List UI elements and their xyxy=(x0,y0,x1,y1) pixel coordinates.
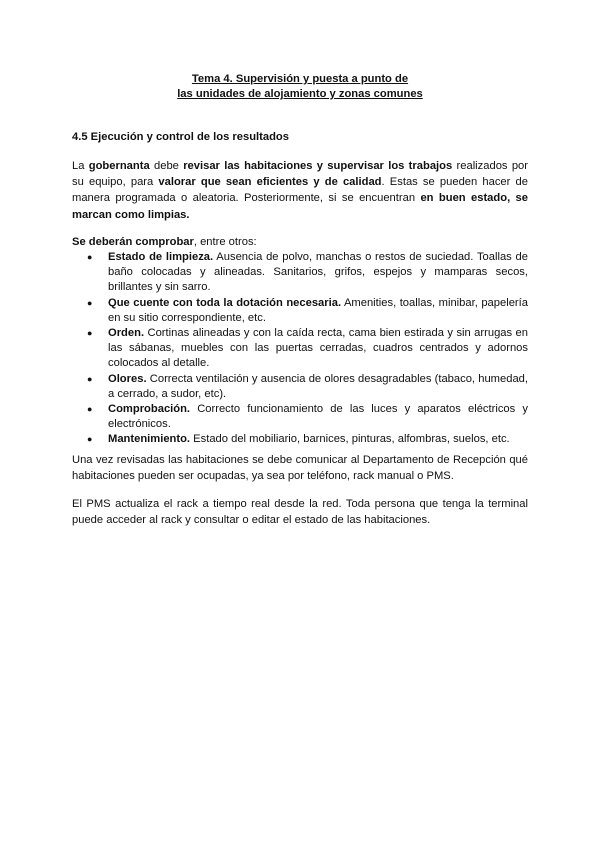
list-item xyxy=(72,372,528,402)
item-label: Que cuente con toda la dotación necesaria. xyxy=(108,296,342,309)
item-text: Cortinas alineadas y con la caída recta, cama bien estirada y sin arrugas en las sábanas, muebles con las puertas cerradas, cuadros centrados y adornos colocados al detalle. xyxy=(108,327,528,370)
list-item xyxy=(72,296,528,326)
item-label: Comprobación. xyxy=(108,403,191,416)
paragraph-pms: El PMS actualiza el rack a tiempo real desde la red. Toda persona que tenga la terminal puede acceder al rack y consultar o editar el estado de las habitaciones. xyxy=(72,498,528,527)
text-run: . Estas se pueden hacer de manera programada o aleatoria. Posteriormente, si se encuentran xyxy=(72,176,528,205)
item-label: Mantenimiento. xyxy=(108,433,191,446)
bullet-icon: ● xyxy=(87,434,93,445)
text-run: realizados por su equipo, para xyxy=(72,160,529,189)
paragraph-recepcion: Una vez revisadas las habitaciones se debe comunicar al Departamento de Recepción qué habitaciones pueden ser ocupadas, ya sea por teléfono, rack manual o PMS. xyxy=(72,454,528,483)
item-text: Ausencia de polvo, manchas o restos de suciedad. Toallas de baño colocadas y alineadas. Sanitarios, grifos, espejos y mamparas secos, brillantes y sin sarro. xyxy=(108,251,528,294)
list-item xyxy=(72,402,528,432)
bullet-icon: ● xyxy=(87,373,93,384)
item-text: Estado del mobiliario, barnices, pinturas, alfombras, suelos, etc. xyxy=(190,433,510,446)
bold-run: valorar que sean eficientes y de calidad xyxy=(158,176,382,189)
document-title xyxy=(0,72,600,102)
item-text: Correcto funcionamiento de las luces y aparatos eléctricos y electrónicos. xyxy=(108,403,528,431)
list-item xyxy=(72,432,528,447)
bullet-icon: ● xyxy=(87,404,93,415)
bullet-icon: ● xyxy=(87,297,93,308)
item-text: Correcta ventilación y ausencia de olores desagradables (tabaco, humedad, a cerrado, a sudor, etc). xyxy=(108,372,528,400)
item-label: Olores. xyxy=(108,372,147,385)
section-heading: 4.5 Ejecución y control de los resultados xyxy=(72,131,289,143)
list-item xyxy=(72,250,528,296)
bold-run: gobernanta xyxy=(88,160,150,172)
list-item xyxy=(72,326,528,372)
bold-run: Se deberán comprobar xyxy=(72,236,194,248)
text-run: , entre otros: xyxy=(193,236,257,248)
text-run: La xyxy=(72,160,89,172)
bullet-icon: ● xyxy=(87,328,93,339)
item-label: Orden. xyxy=(108,327,145,340)
bold-run: en buen estado, se marcan como limpias. xyxy=(72,192,529,221)
text-run: debe xyxy=(149,160,184,172)
bold-run: revisar las habitaciones y supervisar los trabajos xyxy=(183,160,453,172)
bullet-icon: ● xyxy=(87,252,93,262)
checks-intro xyxy=(72,234,257,250)
item-label: Estado de limpieza. xyxy=(108,251,214,263)
title-line-2: las unidades de alojamiento y zonas comunes xyxy=(177,88,423,100)
item-text: Amenities, toallas, minibar, papelería en su sitio correspondiente, etc. xyxy=(108,296,528,324)
paragraph-gobernanta xyxy=(72,158,528,223)
checks-list xyxy=(72,250,528,448)
title-line-1: Tema 4. Supervisión y puesta a punto de xyxy=(191,73,409,85)
